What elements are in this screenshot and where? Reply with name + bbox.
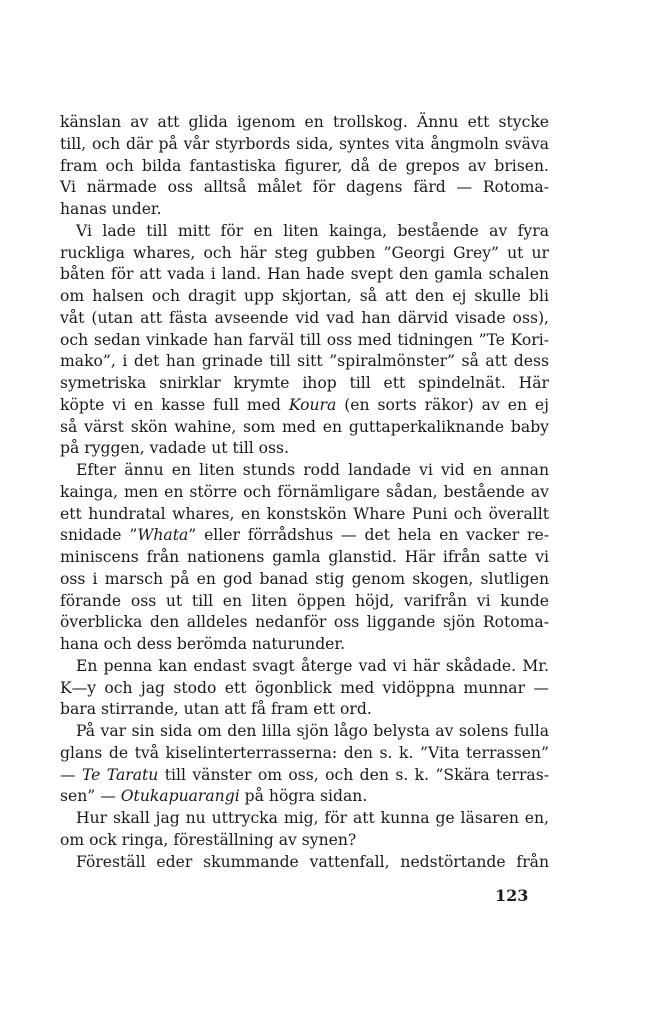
text-line: Hur skall jag nu uttrycka mig, för att kunna ge läsaren en, xyxy=(76,809,549,827)
page-body xyxy=(60,112,549,873)
text-line: På var sin sida om den lilla sjön lågo belysta av solens fulla xyxy=(76,722,549,740)
text-line: om halsen och dragit upp skjortan, så att den ej skulle bli xyxy=(60,287,549,305)
text-line: hana och dess berömda naturunder. xyxy=(60,635,346,653)
text-line: fram och bilda fantastiska figurer, då de grepos av brisen. xyxy=(60,156,549,175)
text-line: Vi närmade oss alltså målet för dagens färd — Rotoma- xyxy=(60,178,549,197)
text-line: sen” — Otukapuarangi på högra sidan. xyxy=(60,787,368,806)
text-line: symetriska snirklar krymte ihop till ett spindelnät. Här xyxy=(60,374,549,392)
text-line: ett hundratal whares, en konstskön Whare Puni och överallt xyxy=(60,504,549,523)
text-line: K—y och jag stodo ett ögonblick med vidöppna munnar — xyxy=(60,678,549,697)
page-number: 123 xyxy=(495,886,529,905)
text-line: på ryggen, vadade ut till oss. xyxy=(60,439,290,458)
text-line: — Te Taratu till vänster om oss, och den s. k. ”Skära terras- xyxy=(60,765,549,784)
text-line: snidade ”Whata” eller förrådshus — det hela en vacker re- xyxy=(60,526,549,545)
text-line: hanas under. xyxy=(60,200,162,218)
text-line: köpte vi en kasse full med Koura (en sorts räkor) av en ej xyxy=(60,395,549,414)
italic-term: Otukapuarangi xyxy=(120,787,240,806)
text-line: känslan av att glida igenom en trollskog. Ännu ett stycke xyxy=(60,113,549,131)
text-line: och sedan vinkade han farväl till oss med tidningen ”Te Kori- xyxy=(60,330,549,349)
text-line: så värst skön wahine, som med en guttaperkaliknande baby xyxy=(60,417,549,436)
text-line: oss i marsch på en god banad stig genom skogen, slutligen xyxy=(60,569,549,588)
text-line: båten för att vada i land. Han hade svept den gamla schalen xyxy=(60,265,549,284)
text-line: Vi lade till mitt för en liten kainga, bestående av fyra xyxy=(76,221,549,240)
text-line: kainga, men en större och förnämligare sådan, bestående av xyxy=(60,482,549,501)
text-line: ruckliga whares, och här steg gubben ”Georgi Grey” ut ur xyxy=(60,243,549,262)
text-line: överblicka den alldeles nedanför oss liggande sjön Rotoma- xyxy=(60,613,549,632)
text-line: bara stirrande, utan att få fram ett ord. xyxy=(60,700,372,719)
text-line: En penna kan endast svagt återge vad vi här skådade. Mr. xyxy=(76,656,549,675)
italic-term: Koura xyxy=(288,395,337,414)
text-line: Föreställ eder skummande vattenfall, nedstörtande från xyxy=(76,852,549,871)
italic-term: Whata xyxy=(137,526,189,545)
text-line: miniscens från nationens gamla glanstid. Här ifrån satte vi xyxy=(60,548,549,566)
text-line: om ock ringa, föreställning av synen? xyxy=(60,830,357,849)
text-line: till, och där på vår styrbords sida, syntes vita ångmoln sväva xyxy=(60,134,549,153)
text-line: glans de två kiselinterterrasserna: den s. k. ”Vita terrassen” xyxy=(60,743,549,762)
text-line: Efter ännu en liten stunds rodd landade vi vid en annan xyxy=(76,461,549,479)
text-line: förande oss ut till en liten öppen höjd, varifrån vi kunde xyxy=(60,591,549,610)
italic-term: Te Taratu xyxy=(81,765,159,784)
text-line: våt (utan att fästa avseende vid vad han därvid visade oss), xyxy=(60,308,549,327)
text-line: mako”, i det han grinade till sitt ”spiralmönster” så att dess xyxy=(60,352,549,371)
